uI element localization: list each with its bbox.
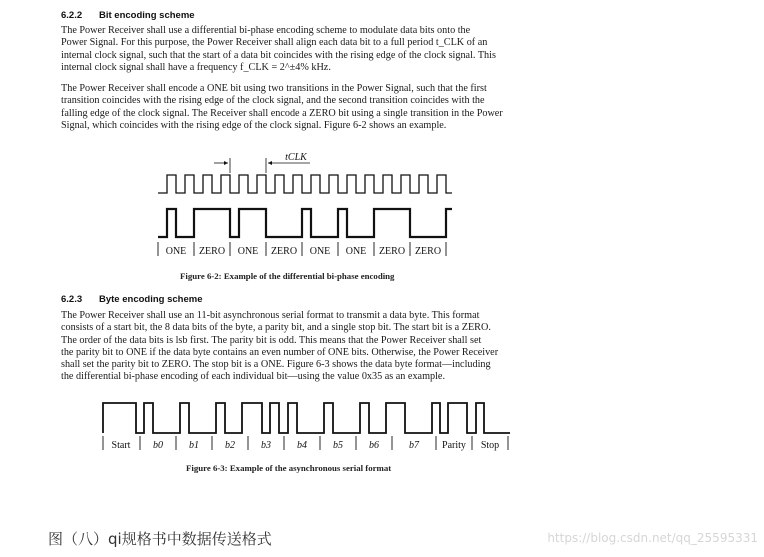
text-line: internal clock signal, such that the start of a data bit coincides with the rising edge of the clock signal. This [61,49,496,61]
field-label: b5 [333,440,343,451]
data-signal [158,209,452,237]
bit-label: ZERO [270,246,298,257]
byte-signal [103,403,510,433]
text-line: The Power Receiver shall use an 11-bit asynchronous serial format to transmit a data byte. This format [61,310,480,321]
text-line: consists of a start bit, the 8 data bits of the byte, a parity bit, and a single stop bit. The start bit is a ZERO. [61,322,491,334]
field-label: b1 [189,440,199,451]
text-line: the differential bi-phase encoding of each individual bit—using the value 0x35 as an example. [61,371,445,383]
field-label: Stop [480,440,500,451]
field-label: b4 [297,440,307,451]
field-label: b6 [369,440,379,451]
tclk-arrowhead-right [268,161,272,165]
image-caption: 图（八）qi规格书中数据传送格式 [48,530,272,548]
text-line: the parity bit to ONE if the data byte contains an even number of ONE bits. Otherwise, the Power Receiver [61,346,499,358]
bit-label: ONE [165,246,187,257]
text-line: Signal, which coincides with the rising edge of the clock signal. Figure 6-2 shows an example. [61,119,447,131]
bit-label: ZERO [414,246,442,257]
field-label: b7 [409,440,419,451]
clock-signal [158,175,452,193]
section-title: Byte encoding scheme [99,294,203,305]
figure-6-3-caption: Figure 6-3: Example of the asynchronous serial format [186,463,392,473]
section-number: 6.2.2 [61,10,83,21]
field-label: b2 [225,440,235,451]
text-line: shall set the parity bit to ZERO. The stop bit is a ONE. Figure 6-3 shows the data byte format—including [61,359,491,371]
text-line: transition coincides with the rising edge of the clock signal, and the second transition coincides with the [61,95,485,107]
field-label: b3 [261,440,271,451]
field-label: Start [111,440,131,451]
paragraph-byte-encoding [61,310,555,384]
text-line: internal clock signal shall have a frequency f_CLK = 2^±4% kHz. [61,61,331,73]
tclk-arrowhead-left [224,161,228,165]
field-label: Parity [442,440,466,451]
bit-label: ONE [309,246,331,257]
bit-label: ONE [345,246,367,257]
bit-label: ONE [237,246,259,257]
text-line: falling edge of the clock signal. The Receiver shall encode a ZERO bit using a single transition in the Power [61,107,503,119]
text-line: The order of the data bits is lsb first. The parity bit is odd. This means that the Power Receiver shall set [61,334,482,346]
section-number: 6.2.3 [61,294,83,305]
figure-6-2-caption: Figure 6-2: Example of the differential bi-phase encoding [180,271,395,281]
field-label: b0 [153,440,163,451]
bit-label: ZERO [198,246,226,257]
text-line: The Power Receiver shall use a differential bi-phase encoding scheme to modulate data bits onto the [61,25,471,36]
section-title: Bit encoding scheme [99,10,195,21]
watermark-url: https://blog.csdn.net/qq_25595331 [547,531,758,545]
clock-label: tCLK [285,152,307,163]
bit-label: ZERO [378,246,406,257]
text-line: The Power Receiver shall encode a ONE bit using two transitions in the Power Signal, such that the first [61,83,487,94]
section-heading-6-2-3 [61,294,202,305]
text-line: Power Signal. For this purpose, the Power Receiver shall align each data bit to a full period t_CLK of an [61,37,488,49]
